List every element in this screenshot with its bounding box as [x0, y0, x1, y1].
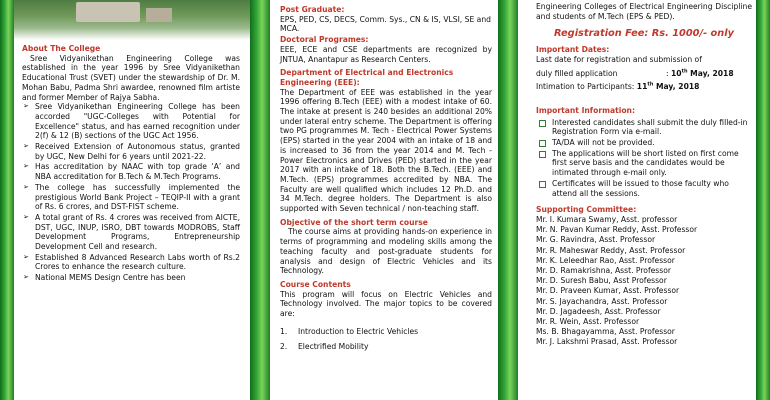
info-heading: Important Information: [536, 105, 635, 115]
info-item: Interested candidates shall submit the duly filled-in Registration Form via e-mail. [536, 118, 752, 137]
committee-member: Mr. G. Ravindra, Asst. Professor [536, 235, 656, 245]
topics-list [280, 327, 492, 351]
left-decorative-band [0, 0, 14, 400]
intimation-rest: May, 2018 [653, 82, 700, 92]
highlight-item: ➢ Sree Vidyanikethan Engineering College has been accorded "UGC-Colleges with Potential for Excellence" status, and has earned recognition under 2(f) & 12 (B) sections of the UGC Act 1956. [22, 102, 240, 141]
column-registration [518, 0, 756, 400]
contents-text: This program will focus on Electric Vehicles and Technology involved. The major topics to be covered are: [280, 289, 492, 319]
topic-text: Electrified Mobility [298, 341, 369, 351]
info-item: The applications will be short listed on first come first serve basis and the candidates would be intimated through e-mail only. [536, 149, 752, 178]
highlight-item: ➢ Received Extension of Autonomous status, granted by UGC, New Delhi for 6 years until 2021-22. [22, 142, 240, 161]
highlight-item: ➢ Established 8 Advanced Research Labs worth of Rs.2 Crores to enhance the research culture. [22, 253, 240, 272]
divider-band-2 [498, 0, 518, 400]
last-date-row: duly filled application : 10th May, 2018 [536, 67, 734, 78]
committee-member: Mr. D. Suresh Babu, Asst Professor [536, 276, 667, 286]
committee-member: Mr. R. Maheswar Reddy, Asst. Professor [536, 245, 686, 255]
topic-number: 2. [280, 341, 288, 351]
info-item: TA/DA will not be provided. [536, 138, 752, 148]
committee-member: Mr. I. Kumara Swamy, Asst. professor [536, 214, 678, 224]
pg-heading: Post Graduate: [280, 5, 345, 14]
column-department [270, 0, 498, 400]
highlight-item: ➢ The college has successfully implemented the prestigious World Bank Project – TEQIP-II with a grant of Rs. 6 crores, and DST-FIST scheme. [22, 183, 240, 212]
contents-heading: Course Contents [280, 279, 351, 289]
topic-number: 1. [280, 326, 288, 336]
info-item: Certificates will be issued to those faculty who attend all the sessions. [536, 179, 752, 198]
department-heading: Department of Electrical and Electronics Engineering (EEE): [280, 68, 454, 87]
last-date-text: Last date for registration and submission of [536, 54, 702, 64]
college-photo [14, 0, 250, 40]
last-date-day: 10 [670, 68, 682, 78]
department-text: The Department of EEE was established in the year 1996 offering B.Tech (EEE) with a modest intake of 60. The intake at present is 240 besides an additional 20% under lateral entry scheme. The Department is offering two PG programmes M. Tech - Electrical Power Systems (EPS) started in the year 2004 with an intake of 18 and is increased to 36 from the year 2014 and M. Tech - Power Electronics and Drives (PED) started in the year 2017 with an intake of 18. Both the B.Tech. (EEE) and M.Tech. (EPS) programmes accredited by NBA. The Faculty are well qualified which includes 12 Ph.D. and 34 M.Tech. degree holders. The Department is also supported with Seven technical / non-teaching staff. [280, 87, 492, 214]
committee-list [536, 215, 752, 347]
topic-item [280, 327, 492, 337]
intimation-sup: th [647, 81, 654, 88]
registration-fee: Registration Fee: Rs. 1000/- only [553, 28, 734, 40]
committee-member: Ms. B. Bhagayamma, Asst. Professor [536, 327, 675, 337]
right-decorative-band [756, 0, 770, 400]
college-highlights [22, 102, 240, 283]
doctoral-heading: Doctoral Programes: [280, 35, 369, 45]
intimation-day: 11 [636, 82, 648, 92]
highlight-item: ➢ National MEMS Design Centre has been [22, 273, 240, 283]
last-date-rest: May, 2018 [687, 68, 734, 78]
committee-member: Mr. D. Jagadeesh, Asst. Professor [536, 306, 661, 316]
about-text: Sree Vidyanikethan Engineering College was established in the year 1996 by Sree Vidyanikethan Educational Trust (SVET) under the stewardship of Dr. M. Mohan Babu, Padma Shri awardee, renowned film artiste and former Member of Rajya Sabha. [22, 53, 240, 102]
committee-member: Mr. J. Lakshmi Prasad, Asst. Professor [536, 337, 678, 347]
last-date-sup: th [681, 67, 688, 74]
objective-text: The course aims at providing hands-on experience in terms of programming and modeling skills among the teaching faculty and post-graduate students for analysis and design of Electric Vehicles and its Technology. [280, 227, 492, 276]
divider-band-1 [250, 0, 270, 400]
eligibility-text: Engineering Colleges of Electrical Engineering Discipline and students of M.Tech (EPS & PED). [536, 2, 752, 21]
committee-member: Mr. D. Praveen Kumar, Asst. Professor [536, 286, 680, 296]
topic-text: Introduction to Electric Vehicles [298, 326, 419, 336]
intimation-label: Intimation to Participants [536, 82, 632, 92]
last-date-label: duly filled application [536, 68, 618, 78]
building-shape-2 [146, 8, 172, 22]
building-shape [76, 2, 140, 22]
committee-member: Mr. D. Ramakrishna, Asst. Professor [536, 265, 671, 275]
committee-member: Mr. N. Pavan Kumar Reddy, Asst. Professor [536, 225, 698, 235]
info-list [536, 118, 752, 199]
committee-member: Mr. R. Wein, Asst. Professor [536, 316, 640, 326]
committee-heading: Supporting Committee: [536, 205, 637, 215]
topic-item [280, 342, 492, 352]
pg-text: EPS, PED, CS, DECS, Comm. Sys., CN & IS, VLSI, SE and MCA. [280, 14, 491, 34]
objective-heading: Objective of the short term course [280, 217, 428, 227]
column-about-college [14, 0, 250, 400]
about-heading: About The College [22, 44, 101, 53]
intimation-row: Intimation to Participants: 11th May, 2018 [536, 81, 700, 92]
committee-member: Mr. S. Jayachandra, Asst. Professor [536, 296, 668, 306]
doctoral-text: EEE, ECE and CSE departments are recognized by JNTUA, Anantapur as Research Centers. [280, 44, 492, 64]
highlight-item: ➢ A total grant of Rs. 4 crores was received from AICTE, DST, UGC, INUP, ISRO, DBT towards MODROBS, Staff Development Programs, Entrepreneurship Development Cell and research. [22, 213, 240, 252]
highlight-item: ➢ Has accreditation by NAAC with top grade ‘A’ and NBA accreditation for B.Tech & M.Tech Programs. [22, 162, 240, 181]
committee-member: Mr. K. Leleedhar Rao, Asst. Professor [536, 255, 675, 265]
dates-heading: Important Dates: [536, 45, 610, 55]
